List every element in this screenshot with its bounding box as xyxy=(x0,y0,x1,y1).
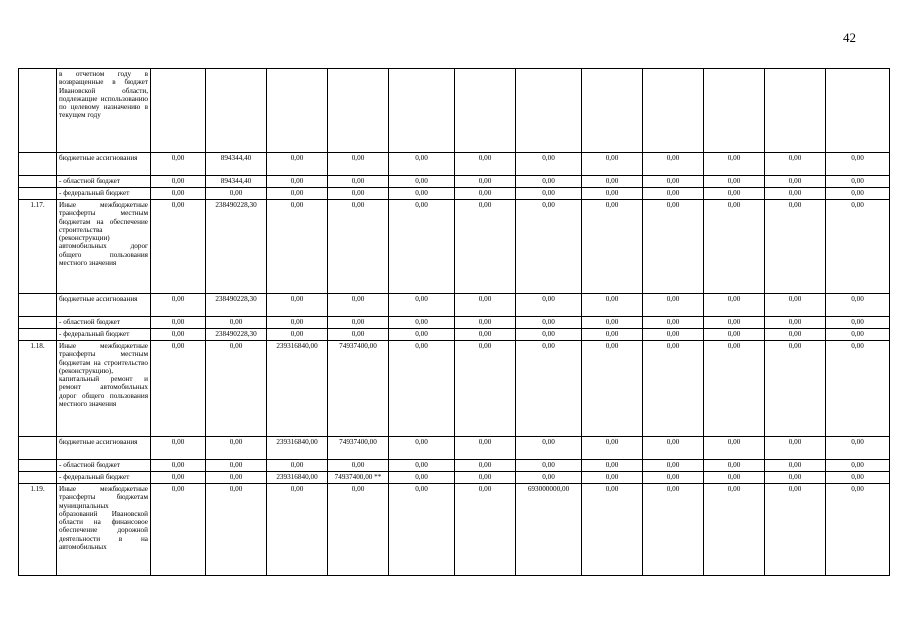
table-row xyxy=(19,176,890,188)
row-description: бюджетные ассигнования xyxy=(57,153,151,176)
value-cell: 0,00 xyxy=(704,317,765,329)
value-cell: 0,00 xyxy=(765,294,826,317)
value-cell: 0,00 xyxy=(206,460,267,472)
value-cell: 0,00 xyxy=(765,484,826,576)
row-index xyxy=(19,329,57,341)
value-cell: 74937400,00 xyxy=(328,341,389,437)
value-cell: 0,00 xyxy=(328,200,389,294)
value-cell: 0,00 xyxy=(516,317,582,329)
value-cell xyxy=(267,69,328,153)
value-cell: 0,00 xyxy=(267,294,328,317)
value-cell: 0,00 xyxy=(582,437,643,460)
value-cell: 0,00 xyxy=(267,484,328,576)
value-cell: 0,00 xyxy=(328,176,389,188)
value-cell: 0,00 xyxy=(328,188,389,200)
value-cell: 0,00 xyxy=(267,200,328,294)
value-cell: 74937400,00 ** xyxy=(328,472,389,484)
value-cell: 0,00 xyxy=(206,484,267,576)
value-cell: 0,00 xyxy=(455,176,516,188)
value-cell: 0,00 xyxy=(765,472,826,484)
value-cell: 0,00 xyxy=(765,200,826,294)
table-row xyxy=(19,294,890,317)
row-index xyxy=(19,176,57,188)
row-index: 1.18. xyxy=(19,341,57,437)
value-cell: 0,00 xyxy=(455,153,516,176)
value-cell: 0,00 xyxy=(151,484,206,576)
table-row xyxy=(19,188,890,200)
table-row xyxy=(19,153,890,176)
value-cell: 0,00 xyxy=(389,460,455,472)
value-cell: 0,00 xyxy=(826,437,890,460)
value-cell: 0,00 xyxy=(455,437,516,460)
value-cell: 0,00 xyxy=(826,460,890,472)
value-cell: 0,00 xyxy=(765,437,826,460)
value-cell: 894344,40 xyxy=(206,176,267,188)
value-cell: 0,00 xyxy=(765,329,826,341)
value-cell: 0,00 xyxy=(582,200,643,294)
value-cell: 0,00 xyxy=(151,176,206,188)
value-cell: 239316840,00 xyxy=(267,341,328,437)
value-cell: 0,00 xyxy=(328,294,389,317)
row-description: Иные межбюджетные трансферты бюджетам муниципальных образований Ивановской области на финансовое обеспечение дорожной деятельности в на автомобильных xyxy=(57,484,151,576)
value-cell: 0,00 xyxy=(704,460,765,472)
value-cell xyxy=(765,69,826,153)
value-cell: 0,00 xyxy=(455,188,516,200)
value-cell: 0,00 xyxy=(765,176,826,188)
value-cell: 0,00 xyxy=(389,153,455,176)
value-cell: 0,00 xyxy=(455,294,516,317)
value-cell: 0,00 xyxy=(151,317,206,329)
value-cell: 0,00 xyxy=(582,188,643,200)
value-cell: 238490228,30 xyxy=(206,329,267,341)
value-cell: 0,00 xyxy=(455,460,516,472)
value-cell: 0,00 xyxy=(582,176,643,188)
value-cell: 238490228,30 xyxy=(206,200,267,294)
value-cell: 0,00 xyxy=(582,341,643,437)
value-cell: 0,00 xyxy=(704,153,765,176)
value-cell: 0,00 xyxy=(704,484,765,576)
value-cell: 0,00 xyxy=(389,329,455,341)
row-description: - областной бюджет xyxy=(57,317,151,329)
value-cell: 239316840,00 xyxy=(267,472,328,484)
row-description: - федеральный бюджет xyxy=(57,188,151,200)
table-row xyxy=(19,484,890,576)
value-cell: 0,00 xyxy=(704,472,765,484)
value-cell xyxy=(206,69,267,153)
value-cell: 0,00 xyxy=(704,294,765,317)
value-cell: 0,00 xyxy=(643,200,704,294)
value-cell xyxy=(826,69,890,153)
row-index xyxy=(19,294,57,317)
value-cell: 0,00 xyxy=(267,317,328,329)
value-cell xyxy=(389,69,455,153)
value-cell: 0,00 xyxy=(643,341,704,437)
row-description: - областной бюджет xyxy=(57,460,151,472)
value-cell: 0,00 xyxy=(582,317,643,329)
value-cell: 0,00 xyxy=(516,188,582,200)
value-cell: 0,00 xyxy=(582,329,643,341)
value-cell: 0,00 xyxy=(328,329,389,341)
value-cell: 74937400,00 xyxy=(328,437,389,460)
value-cell: 0,00 xyxy=(765,317,826,329)
value-cell xyxy=(643,69,704,153)
row-index xyxy=(19,460,57,472)
value-cell: 0,00 xyxy=(151,341,206,437)
value-cell: 0,00 xyxy=(389,200,455,294)
value-cell: 0,00 xyxy=(643,294,704,317)
row-index xyxy=(19,153,57,176)
value-cell: 0,00 xyxy=(516,460,582,472)
table-row xyxy=(19,341,890,437)
value-cell: 0,00 xyxy=(206,188,267,200)
value-cell: 0,00 xyxy=(389,188,455,200)
row-index xyxy=(19,472,57,484)
value-cell: 0,00 xyxy=(328,484,389,576)
value-cell xyxy=(704,69,765,153)
value-cell: 0,00 xyxy=(826,341,890,437)
value-cell: 0,00 xyxy=(516,329,582,341)
value-cell: 0,00 xyxy=(389,294,455,317)
value-cell: 0,00 xyxy=(643,153,704,176)
row-description: - областной бюджет xyxy=(57,176,151,188)
value-cell: 0,00 xyxy=(704,437,765,460)
row-index xyxy=(19,69,57,153)
value-cell: 0,00 xyxy=(151,329,206,341)
value-cell: 0,00 xyxy=(643,484,704,576)
value-cell: 0,00 xyxy=(389,484,455,576)
value-cell: 0,00 xyxy=(389,176,455,188)
table-row xyxy=(19,437,890,460)
value-cell: 0,00 xyxy=(455,472,516,484)
value-cell: 0,00 xyxy=(389,437,455,460)
value-cell: 0,00 xyxy=(765,341,826,437)
value-cell: 0,00 xyxy=(826,472,890,484)
value-cell: 0,00 xyxy=(516,472,582,484)
value-cell: 0,00 xyxy=(582,153,643,176)
value-cell: 0,00 xyxy=(455,329,516,341)
value-cell: 0,00 xyxy=(765,153,826,176)
value-cell xyxy=(582,69,643,153)
value-cell: 0,00 xyxy=(516,200,582,294)
value-cell: 0,00 xyxy=(516,176,582,188)
value-cell: 0,00 xyxy=(826,329,890,341)
value-cell: 0,00 xyxy=(704,329,765,341)
value-cell: 894344,40 xyxy=(206,153,267,176)
value-cell: 0,00 xyxy=(704,188,765,200)
value-cell: 0,00 xyxy=(826,484,890,576)
row-description: Иные межбюджетные трансферты местным бюджетам на строительство (реконструкцию), капитальный ремонт и ремонт автомобильных дорог общего пользования местного значения xyxy=(57,341,151,437)
page-number: 42 xyxy=(843,30,856,45)
value-cell: 0,00 xyxy=(516,153,582,176)
budget-table xyxy=(18,68,890,576)
row-index xyxy=(19,317,57,329)
value-cell: 0,00 xyxy=(516,341,582,437)
value-cell: 0,00 xyxy=(643,317,704,329)
value-cell: 0,00 xyxy=(704,341,765,437)
table-row xyxy=(19,69,890,153)
value-cell: 0,00 xyxy=(643,188,704,200)
value-cell xyxy=(455,69,516,153)
value-cell: 0,00 xyxy=(643,460,704,472)
value-cell: 0,00 xyxy=(267,153,328,176)
value-cell xyxy=(516,69,582,153)
row-description: бюджетные ассигнования xyxy=(57,437,151,460)
table-row xyxy=(19,329,890,341)
value-cell: 0,00 xyxy=(389,317,455,329)
value-cell: 0,00 xyxy=(582,472,643,484)
value-cell: 0,00 xyxy=(643,472,704,484)
value-cell: 0,00 xyxy=(328,153,389,176)
value-cell: 0,00 xyxy=(455,200,516,294)
value-cell: 0,00 xyxy=(206,437,267,460)
value-cell xyxy=(328,69,389,153)
value-cell: 0,00 xyxy=(582,294,643,317)
value-cell: 0,00 xyxy=(328,460,389,472)
row-description: - федеральный бюджет xyxy=(57,329,151,341)
value-cell: 0,00 xyxy=(389,341,455,437)
value-cell xyxy=(151,69,206,153)
table-row xyxy=(19,460,890,472)
value-cell: 0,00 xyxy=(151,188,206,200)
value-cell: 0,00 xyxy=(826,153,890,176)
value-cell: 0,00 xyxy=(582,484,643,576)
value-cell: 0,00 xyxy=(643,437,704,460)
value-cell: 0,00 xyxy=(151,472,206,484)
value-cell: 0,00 xyxy=(826,317,890,329)
row-description: Иные межбюджетные трансферты местным бюджетам на обеспечение строительства (реконструкции) автомобильных дорог общего пользования местного значения xyxy=(57,200,151,294)
row-index xyxy=(19,437,57,460)
value-cell: 0,00 xyxy=(206,341,267,437)
value-cell: 0,00 xyxy=(151,200,206,294)
value-cell: 0,00 xyxy=(582,460,643,472)
row-index: 1.17. xyxy=(19,200,57,294)
value-cell: 0,00 xyxy=(643,176,704,188)
value-cell: 0,00 xyxy=(151,153,206,176)
value-cell: 0,00 xyxy=(516,294,582,317)
table-row xyxy=(19,200,890,294)
row-description: бюджетные ассигнования xyxy=(57,294,151,317)
value-cell: 238490228,30 xyxy=(206,294,267,317)
value-cell: 0,00 xyxy=(826,188,890,200)
row-index: 1.19. xyxy=(19,484,57,576)
value-cell: 0,00 xyxy=(765,188,826,200)
value-cell: 0,00 xyxy=(151,294,206,317)
table-row xyxy=(19,317,890,329)
value-cell: 0,00 xyxy=(267,329,328,341)
value-cell: 0,00 xyxy=(206,317,267,329)
value-cell: 0,00 xyxy=(826,176,890,188)
value-cell: 0,00 xyxy=(643,329,704,341)
value-cell: 0,00 xyxy=(704,176,765,188)
table-body xyxy=(19,69,890,576)
value-cell: 0,00 xyxy=(826,294,890,317)
table-row xyxy=(19,472,890,484)
value-cell: 0,00 xyxy=(151,437,206,460)
value-cell: 0,00 xyxy=(826,200,890,294)
value-cell: 0,00 xyxy=(328,317,389,329)
row-index xyxy=(19,188,57,200)
value-cell: 0,00 xyxy=(704,200,765,294)
value-cell: 693000000,00 xyxy=(516,484,582,576)
value-cell: 0,00 xyxy=(267,176,328,188)
value-cell: 0,00 xyxy=(455,484,516,576)
row-description: в отчетном году в возвращенные в бюджет Ивановской области, подлежащие использованию по целевому назначению в текущем году xyxy=(57,69,151,153)
value-cell: 0,00 xyxy=(765,460,826,472)
value-cell: 0,00 xyxy=(151,460,206,472)
value-cell: 0,00 xyxy=(206,472,267,484)
row-description: - федеральный бюджет xyxy=(57,472,151,484)
value-cell: 0,00 xyxy=(455,341,516,437)
value-cell: 0,00 xyxy=(267,460,328,472)
value-cell: 239316840,00 xyxy=(267,437,328,460)
value-cell: 0,00 xyxy=(455,317,516,329)
value-cell: 0,00 xyxy=(267,188,328,200)
value-cell: 0,00 xyxy=(389,472,455,484)
value-cell: 0,00 xyxy=(516,437,582,460)
